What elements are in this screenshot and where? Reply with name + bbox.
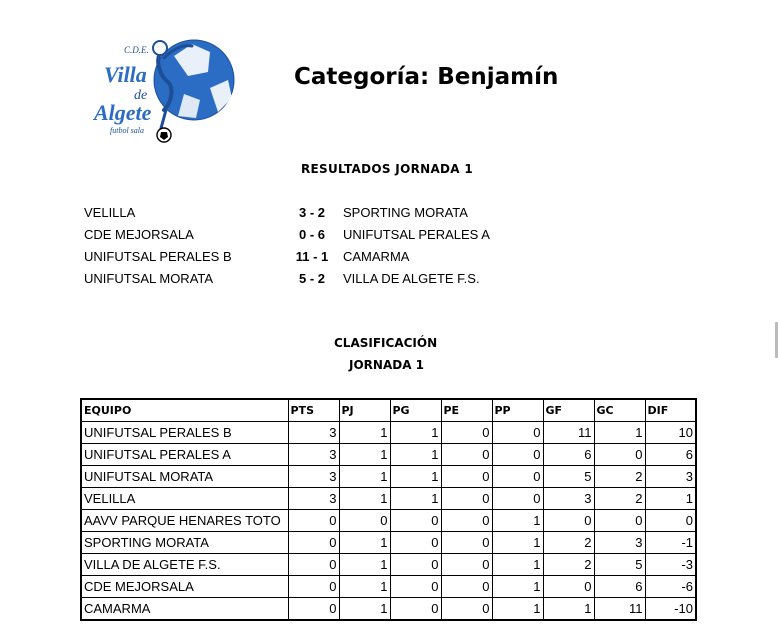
stat-cell: -3: [645, 554, 696, 576]
stat-cell: 0: [390, 554, 441, 576]
stat-cell: 0: [441, 576, 492, 598]
stat-cell: 0: [492, 488, 543, 510]
match-score: 5 - 2: [298, 271, 325, 286]
stat-cell: 3: [288, 444, 339, 466]
team-name-cell: CAMARMA: [81, 598, 288, 621]
team-name-cell: VILLA DE ALGETE F.S.: [81, 554, 288, 576]
stat-cell: 0: [543, 576, 594, 598]
stat-cell: -10: [645, 598, 696, 621]
stat-cell: 0: [594, 444, 645, 466]
stat-cell: 6: [594, 576, 645, 598]
match-score: 0 - 6: [298, 227, 325, 242]
column-header: PP: [492, 399, 543, 422]
stat-cell: 0: [645, 510, 696, 532]
stat-cell: 10: [645, 422, 696, 444]
stat-cell: 6: [543, 444, 594, 466]
column-header: PG: [390, 399, 441, 422]
stat-cell: 2: [594, 488, 645, 510]
stat-cell: 1: [492, 598, 543, 621]
column-header: PJ: [339, 399, 390, 422]
table-row: [81, 554, 696, 576]
column-header: DIF: [645, 399, 696, 422]
stat-cell: 0: [288, 598, 339, 621]
stat-cell: 0: [339, 510, 390, 532]
stat-cell: 1: [339, 532, 390, 554]
team-name-cell: CDE MEJORSALA: [81, 576, 288, 598]
match-score: 3 - 2: [298, 205, 325, 220]
table-header-row: [81, 399, 696, 422]
stat-cell: 0: [441, 422, 492, 444]
stat-cell: 1: [390, 422, 441, 444]
stat-cell: 0: [288, 510, 339, 532]
svg-text:de: de: [134, 88, 148, 103]
stat-cell: 1: [339, 554, 390, 576]
stat-cell: 3: [543, 488, 594, 510]
match-row: [0, 271, 778, 289]
table-row: [81, 510, 696, 532]
column-header: GC: [594, 399, 645, 422]
stat-cell: 0: [441, 444, 492, 466]
svg-text:futbol sala: futbol sala: [110, 126, 145, 135]
club-logo-graphic: [88, 36, 238, 148]
stat-cell: 0: [288, 576, 339, 598]
stat-cell: -1: [645, 532, 696, 554]
home-team: CDE MEJORSALA: [84, 227, 194, 242]
team-name-cell: SPORTING MORATA: [81, 532, 288, 554]
column-header: PTS: [288, 399, 339, 422]
column-header: EQUIPO: [81, 399, 288, 422]
stat-cell: 1: [492, 576, 543, 598]
column-header: GF: [543, 399, 594, 422]
stat-cell: 1: [390, 488, 441, 510]
svg-text:C.D.E.: C.D.E.: [124, 45, 149, 55]
stat-cell: 2: [594, 466, 645, 488]
svg-text:Algete: Algete: [94, 100, 152, 125]
stat-cell: 2: [543, 554, 594, 576]
column-header: PE: [441, 399, 492, 422]
team-name-cell: UNIFUTSAL PERALES B: [81, 422, 288, 444]
stat-cell: 0: [441, 466, 492, 488]
table-row: [81, 444, 696, 466]
stat-cell: 1: [390, 444, 441, 466]
away-team: CAMARMA: [343, 249, 410, 264]
stat-cell: 6: [645, 444, 696, 466]
stat-cell: 1: [594, 422, 645, 444]
team-name-cell: UNIFUTSAL PERALES A: [81, 444, 288, 466]
table-row: [81, 576, 696, 598]
stat-cell: 1: [492, 532, 543, 554]
standings-table: [80, 398, 697, 621]
stat-cell: 1: [492, 510, 543, 532]
stat-cell: 3: [288, 488, 339, 510]
match-row: [0, 205, 778, 223]
stat-cell: 0: [390, 532, 441, 554]
results-heading: RESULTADOS JORNADA 1: [301, 162, 474, 176]
standings-subheading: JORNADA 1: [349, 358, 425, 372]
stat-cell: 0: [543, 510, 594, 532]
stat-cell: -6: [645, 576, 696, 598]
stat-cell: 0: [390, 576, 441, 598]
svg-text:Villa: Villa: [104, 62, 147, 87]
home-team: UNIFUTSAL PERALES B: [84, 249, 232, 264]
stat-cell: 1: [339, 422, 390, 444]
away-team: SPORTING MORATA: [343, 205, 468, 220]
stat-cell: 0: [441, 532, 492, 554]
stat-cell: 1: [645, 488, 696, 510]
match-row: [0, 227, 778, 245]
stat-cell: 1: [390, 466, 441, 488]
stat-cell: 0: [441, 510, 492, 532]
stat-cell: 0: [390, 510, 441, 532]
match-score: 11 - 1: [295, 249, 329, 264]
stat-cell: 1: [339, 444, 390, 466]
club-logo: [88, 36, 238, 148]
stat-cell: 1: [339, 576, 390, 598]
stat-cell: 0: [441, 598, 492, 621]
stat-cell: 3: [288, 422, 339, 444]
stat-cell: 0: [594, 510, 645, 532]
stat-cell: 0: [390, 598, 441, 621]
table-row: [81, 532, 696, 554]
stat-cell: 11: [594, 598, 645, 621]
stat-cell: 5: [594, 554, 645, 576]
stat-cell: 3: [645, 466, 696, 488]
table-row: [81, 488, 696, 510]
stat-cell: 0: [288, 532, 339, 554]
team-name-cell: UNIFUTSAL MORATA: [81, 466, 288, 488]
stat-cell: 0: [441, 488, 492, 510]
standings-heading: CLASIFICACIÓN: [334, 336, 438, 350]
stat-cell: 1: [492, 554, 543, 576]
table-row: [81, 466, 696, 488]
page-title: Categoría: Benjamín: [294, 64, 559, 90]
stat-cell: 1: [339, 598, 390, 621]
table-row: [81, 422, 696, 444]
stat-cell: 2: [543, 532, 594, 554]
stat-cell: 0: [441, 554, 492, 576]
home-team: VELILLA: [84, 205, 136, 220]
stat-cell: 3: [594, 532, 645, 554]
stat-cell: 5: [543, 466, 594, 488]
stat-cell: 0: [492, 422, 543, 444]
stat-cell: 1: [543, 598, 594, 621]
away-team: VILLA DE ALGETE F.S.: [343, 271, 480, 286]
table-row: [81, 598, 696, 621]
stat-cell: 11: [543, 422, 594, 444]
team-name-cell: AAVV PARQUE HENARES TOTO: [81, 510, 288, 532]
stat-cell: 1: [339, 466, 390, 488]
stat-cell: 0: [492, 444, 543, 466]
away-team: UNIFUTSAL PERALES A: [343, 227, 490, 242]
stat-cell: 0: [288, 554, 339, 576]
match-row: [0, 249, 778, 267]
stat-cell: 3: [288, 466, 339, 488]
stat-cell: 0: [492, 466, 543, 488]
stat-cell: 1: [339, 488, 390, 510]
team-name-cell: VELILLA: [81, 488, 288, 510]
home-team: UNIFUTSAL MORATA: [84, 271, 214, 286]
